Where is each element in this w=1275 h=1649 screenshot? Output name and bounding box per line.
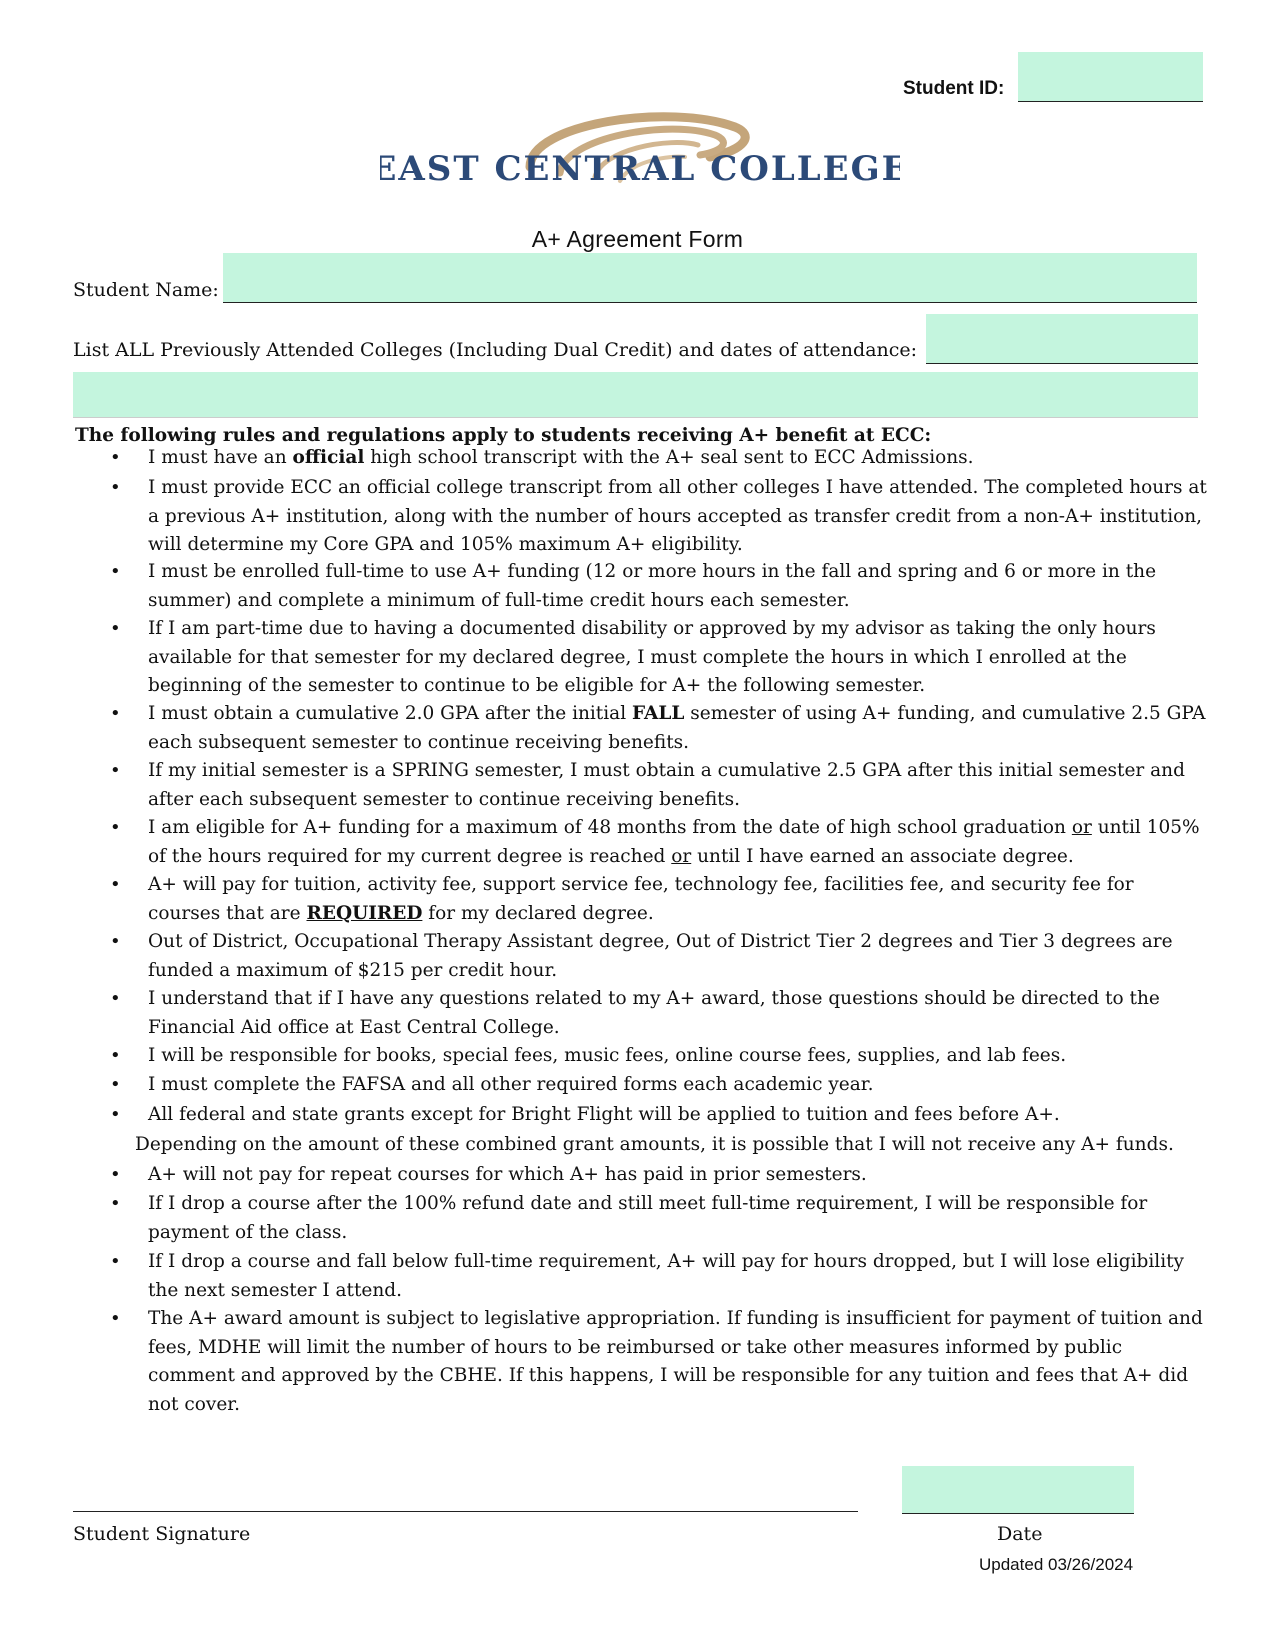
rule-1 xyxy=(148,444,1208,473)
bullet: • xyxy=(110,1251,121,1272)
updated-date: Updated 03/26/2024 xyxy=(979,1555,1134,1574)
bullet: • xyxy=(110,874,121,895)
signature-label: Student Signature xyxy=(73,1523,251,1545)
date-field[interactable] xyxy=(902,1466,1134,1514)
rule-13: All federal and state grants except for Bright Flight will be applied to tuition and fees before A+. xyxy=(148,1104,1060,1125)
rule-text: I must obtain a cumulative 2.0 GPA after the initial xyxy=(148,703,632,724)
bullet: • xyxy=(110,1308,121,1329)
rule-emphasis: REQUIRED xyxy=(306,902,423,924)
bullet: • xyxy=(110,618,121,639)
rule-text: for my declared degree. xyxy=(422,902,654,924)
rule-10: I understand that if I have any questions related to my A+ award, those questions should be directed to the Financial Aid office at East Central College. xyxy=(148,988,1160,1038)
rule-8 xyxy=(148,871,1208,928)
rule-text: I must have an xyxy=(148,447,293,468)
rule-7 xyxy=(148,814,1208,871)
rules-heading: The following rules and regulations apply to students receiving A+ benefit at ECC: xyxy=(75,425,932,446)
colleges-field-continued[interactable] xyxy=(73,372,1198,418)
student-name-label: Student Name: xyxy=(73,279,219,301)
rule-9: Out of District, Occupational Therapy Assistant degree, Out of District Tier 2 degrees and Tier 3 degrees are funded a maximum of $215 per credit hour. xyxy=(148,931,1173,981)
rule-17: The A+ award amount is subject to legislative appropriation. If funding is insufficient for payment of tuition and fees, MDHE will limit the number of hours to be reimbursed or take other measures informed by public comment and approved by the CBHE. If this happens, I will be responsible for any tuition and fees that A+ did not cover. xyxy=(148,1308,1203,1415)
rule-underline: or xyxy=(1071,817,1092,838)
bullet: • xyxy=(110,931,121,952)
student-id-field[interactable] xyxy=(1018,52,1203,102)
bullet: • xyxy=(110,760,121,781)
form-title: A+ Agreement Form xyxy=(531,226,744,252)
rule-text: I am eligible for A+ funding for a maximum of 48 months from the date of high school graduation xyxy=(148,817,1072,838)
bullet: • xyxy=(110,817,121,838)
rule-12: I must complete the FAFSA and all other required forms each academic year. xyxy=(148,1074,874,1095)
bullet: • xyxy=(110,1164,121,1185)
college-logo-icon xyxy=(380,105,900,205)
rule-text: until 105% of the hours required for my current degree is reached xyxy=(148,817,1200,867)
rule-emphasis: FALL xyxy=(632,703,685,724)
bullet: • xyxy=(110,1193,121,1214)
rule-11: I will be responsible for books, special fees, music fees, online course fees, supplies, and lab fees. xyxy=(148,1045,1067,1066)
date-label: Date xyxy=(997,1523,1043,1545)
bullet: • xyxy=(110,447,121,468)
bullet: • xyxy=(110,988,121,1009)
student-id-label: Student ID: xyxy=(903,78,1005,99)
rule-16: If I drop a course and fall below full-time requirement, A+ will pay for hours dropped, but I will lose eligibility the next semester I attend. xyxy=(148,1251,1184,1301)
signature-line[interactable] xyxy=(73,1497,858,1512)
bullet: • xyxy=(110,703,121,724)
rule-text: high school transcript with the A+ seal sent to ECC Admissions. xyxy=(364,447,974,468)
rule-text: A+ will pay for tuition, activity fee, support service fee, technology fee, facilities fee, and security fee for courses that are xyxy=(148,874,1134,924)
rule-text: semester of using A+ funding, and cumulative 2.5 GPA each subsequent semester to continue receiving benefits. xyxy=(148,703,1206,753)
rule-3: I must be enrolled full-time to use A+ funding (12 or more hours in the fall and spring and 6 or more in the summer) and complete a minimum of full-time credit hours each semester. xyxy=(148,561,1157,611)
rule-15: If I drop a course after the 100% refund date and still meet full-time requirement, I will be responsible for payment of the class. xyxy=(148,1193,1148,1243)
colleges-field[interactable] xyxy=(926,314,1198,364)
rule-emphasis: official xyxy=(292,447,365,468)
bullet: • xyxy=(110,1104,121,1125)
bullet: • xyxy=(110,1045,121,1066)
college-logo xyxy=(380,105,900,205)
student-name-field[interactable] xyxy=(223,253,1197,303)
rule-5 xyxy=(148,700,1208,757)
colleges-label: List ALL Previously Attended Colleges (Including Dual Credit) and dates of attendance: xyxy=(73,339,918,361)
rule-text: until I have earned an associate degree. xyxy=(691,845,1074,867)
rule-4: If I am part-time due to having a documented disability or approved by my advisor as taking the only hours available for that semester for my declared degree, I must complete the hours in which I enrolled at the beginning of the semester to continue to be eligible for A+ the following semester. xyxy=(148,618,1156,696)
bullet: • xyxy=(110,1074,121,1095)
bullet: • xyxy=(110,477,121,498)
rule-underline: or xyxy=(671,845,692,867)
rule-13-note: Depending on the amount of these combined grant amounts, it is possible that I will not receive any A+ funds. xyxy=(135,1134,1174,1155)
rule-14: A+ will not pay for repeat courses for which A+ has paid in prior semesters. xyxy=(148,1164,867,1185)
college-logo-text: EAST CENTRAL COLLEGE xyxy=(380,149,900,189)
bullet: • xyxy=(110,561,121,582)
rule-6: If my initial semester is a SPRING semester, I must obtain a cumulative 2.5 GPA after this initial semester and after each subsequent semester to continue receiving benefits. xyxy=(148,760,1185,810)
rule-2: I must provide ECC an official college transcript from all other colleges I have attended. The completed hours at a previous A+ institution, along with the number of hours accepted as transfer credit from a non-A+ institution, will determine my Core GPA and 105% maximum A+ eligibility. xyxy=(148,477,1207,555)
